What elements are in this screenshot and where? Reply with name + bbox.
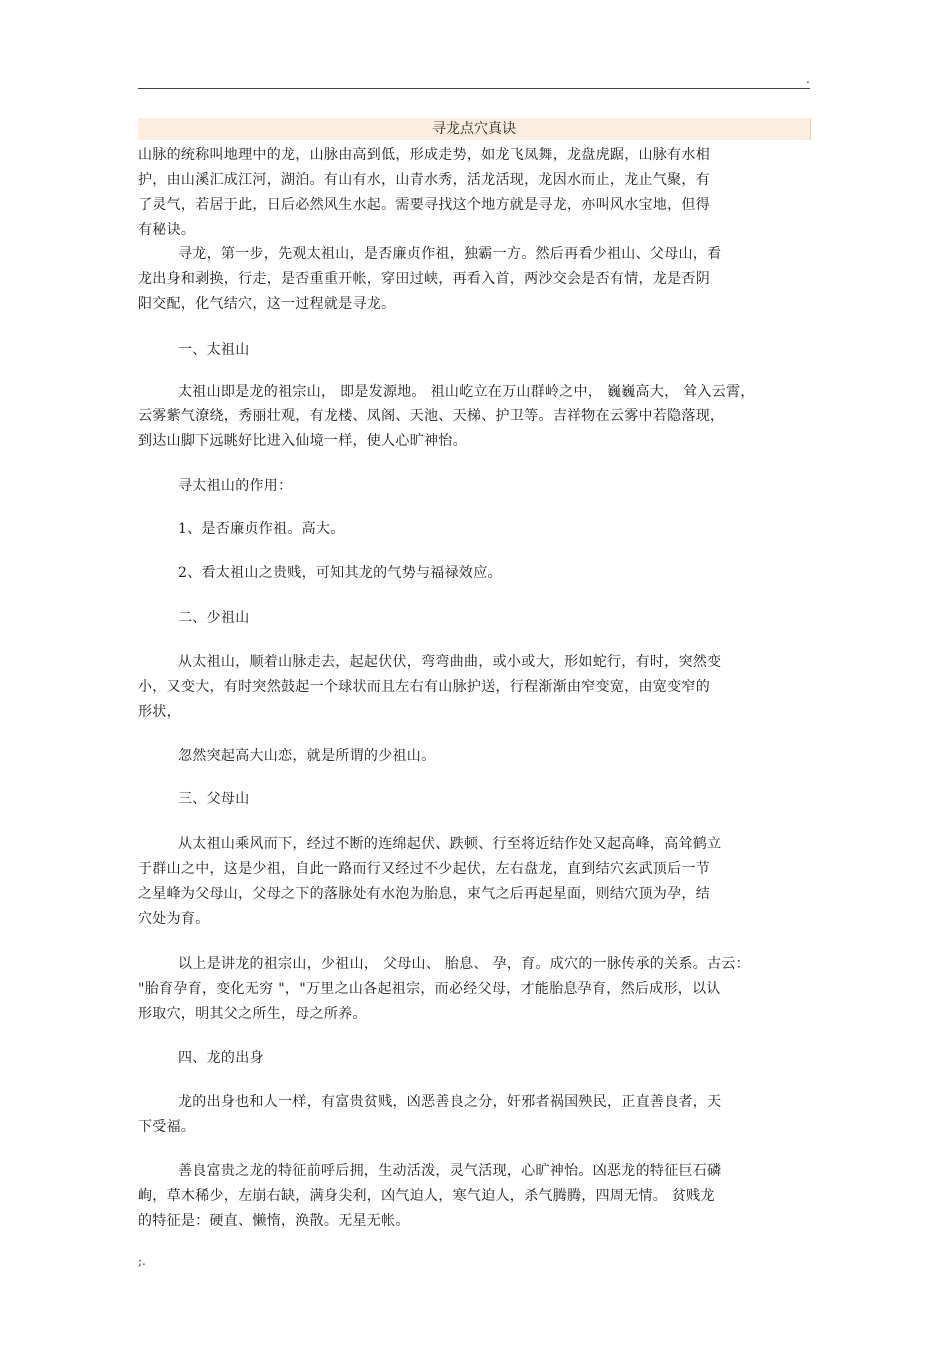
text-line: 龙的出身也和人一样，有富贵贫贱，凶恶善良之分，奸邪者祸国殃民，正直善良者，天 — [178, 1094, 722, 1110]
section-heading: 二、少祖山 — [178, 610, 250, 626]
text-line: 下受福。 — [138, 1119, 196, 1135]
text-line: 太祖山即是龙的祖宗山， 即是发源地。 祖山屹立在万山群岭之中， 巍巍高大， 耸入云霄， — [178, 384, 755, 400]
list-item: 1、是否廉贞作祖。高大。 — [178, 521, 345, 537]
section-heading: 一、太祖山 — [178, 342, 250, 358]
document-title: 寻龙点穴真诀 — [138, 118, 811, 140]
text-line: 形取穴，明其父之所生，母之所养。 — [138, 1006, 367, 1022]
text-line: 了灵气，若居于此，日后必然风生水起。需要寻找这个地方就是寻龙，亦叫风水宝地，但得 — [138, 197, 710, 213]
header-rule — [138, 88, 810, 89]
text-line: 于群山之中，这是少祖，自此一路而行又经过不少起伏，左右盘龙，直到结穴玄武顶后一节 — [138, 861, 710, 877]
text-line: 之星峰为父母山，父母之下的落脉处有水泡为胎息，束气之后再起星面，则结穴顶为孕，结 — [138, 886, 710, 902]
text-line: 从太祖山，顺着山脉走去，起起伏伏，弯弯曲曲，或小或大，形如蛇行，有时，突然变 — [178, 654, 722, 670]
text-line: 善良富贵之龙的特征前呼后拥，生动活泼，灵气活现，心旷神怡。凶恶龙的特征巨石磷 — [178, 1163, 722, 1179]
text-line: 峋，草木稀少，左崩右缺，满身尖利，凶气迫人，寒气迫人，杀气腾腾，四周无情。 贫贱龙 — [138, 1188, 715, 1204]
text-line: 穴处为育。 — [138, 911, 210, 927]
text-line: 小，又变大，有时突然鼓起一个球状而且左右有山脉护送，行程渐渐由窄变宽，由宽变窄的 — [138, 679, 710, 695]
text-line: 到达山脚下远眺好比进入仙境一样，使人心旷神怡。 — [138, 433, 467, 449]
text-line: 形状， — [138, 704, 181, 720]
sub-heading: 寻太祖山的作用： — [178, 478, 293, 494]
text-line: 有秘诀。 — [138, 222, 196, 238]
text-line: "胎育孕育，变化无穷 "，"万里之山各起祖宗，而必经父母，才能胎息孕育，然后成形，以认 — [138, 981, 721, 997]
list-item: 2、看太祖山之贵贱，可知其龙的气势与福禄效应。 — [178, 565, 502, 581]
header-mark: . — [806, 72, 810, 86]
footer-mark: ;. — [138, 1254, 146, 1268]
text-line: 忽然突起高大山恋，就是所谓的少祖山。 — [178, 748, 436, 764]
section-heading: 三、父母山 — [178, 791, 250, 807]
text-line: 山脉的统称叫地理中的龙，山脉由高到低，形成走势，如龙飞凤舞，龙盘虎踞，山脉有水相 — [138, 147, 710, 163]
section-heading: 四、龙的出身 — [178, 1050, 264, 1066]
text-line: 的特征是：硬直、懒惰，涣散。无星无帐。 — [138, 1213, 410, 1229]
text-line: 以上是讲龙的祖宗山，少祖山， 父母山、 胎息、 孕，育。成穴的一脉传承的关系。古云： — [178, 956, 750, 972]
text-line: 从太祖山乘风而下，经过不断的连绵起伏、跌顿、行至将近结作处又起高峰，高耸鹤立 — [178, 836, 722, 852]
text-line: 护，由山溪汇成江河，湖泊。有山有水，山青水秀，活龙活现，龙因水而止，龙止气聚，有 — [138, 172, 710, 188]
text-line: 寻龙，第一步，先观太祖山，是否廉贞作祖，独霸一方。然后再看少祖山、父母山，看 — [178, 246, 722, 262]
text-line: 龙出身和剥换，行走，是否重重开帐，穿田过峡，再看入首，两沙交会是否有情，龙是否阴 — [138, 271, 710, 287]
text-line: 阳交配，化气结穴，这一过程就是寻龙。 — [138, 296, 396, 312]
text-line: 云雾紫气潦绕，秀丽壮观，有龙楼、凤阁、天池、天梯、护卫等。吉祥物在云雾中若隐落现， — [138, 408, 725, 424]
